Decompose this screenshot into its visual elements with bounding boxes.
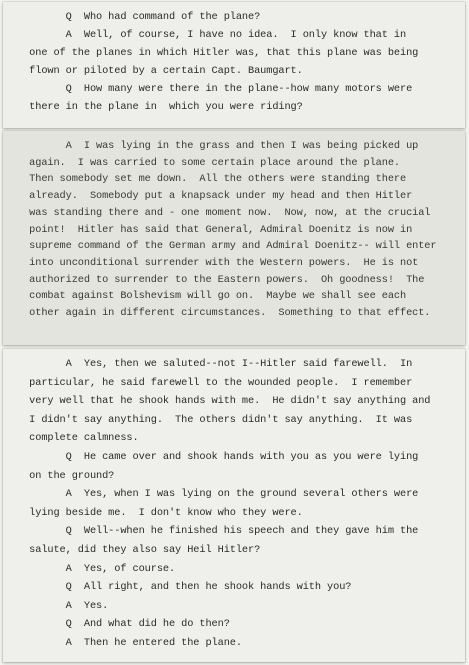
transcript-line: A Yes, then we saluted--not I--Hitler said farewell. In [17,358,413,370]
transcript-line: I didn't say anything. The others didn't say anything. It was [17,413,413,426]
transcript-line: again. I was carried to some certain place around the plane. [17,156,400,169]
transcript-line: A Yes. [17,599,109,612]
transcript-line: Q Who had command of the plane? [17,11,261,23]
transcript-line: Q All right, and then he shook hands with you? [17,581,352,594]
transcript-line: A Yes, when I was lying on the ground several others were [17,488,419,501]
transcript-line: Q Well--when he finished his speech and they gave him the [17,525,419,538]
transcript-page-2 [3,131,465,345]
transcript-line: complete calmness. [17,432,139,445]
transcript-line: on the ground? [17,469,115,482]
transcript-line: lying beside me. I don't know who they were. [17,506,303,519]
transcript-line: one of the planes in which Hitler was, that this plane was being [17,47,419,59]
transcript-line: other again in different circumstances. Something to that effect. [17,307,431,320]
transcript-page-1 [3,2,465,128]
transcript-line: supreme command of the German army and Admiral Doenitz-- will enter [17,240,437,253]
transcript-line: was standing there and - one moment now. Now, now, at the crucial [17,206,431,219]
transcript-line: into unconditional surrender with the Western powers. He is not [17,256,419,269]
transcript-line: combat against Bolshevism will go on. Maybe we shall see each [17,290,407,303]
transcript-line: Q He came over and shook hands with you as you were lying [17,450,419,463]
transcript-line: salute, did they also say Heil Hitler? [17,543,261,556]
transcript-line: Then somebody set me down. All the others were standing there [17,173,407,186]
transcript-line: particular, he said farewell to the wounded people. I remember [17,376,413,389]
transcript-line: already. Somebody put a knapsack under my head and then Hitler [17,190,413,203]
transcript-line: A I was lying in the grass and then I was being picked up [17,140,419,152]
transcript-line: very well that he shook hands with me. He didn't say anything and [17,395,431,408]
transcript-line: Q And what did he do then? [17,618,230,631]
transcript-line: A Yes, of course. [17,562,176,575]
transcript-line: A Then he entered the plane. [17,636,242,649]
transcript-line: A Well, of course, I have no idea. I only know that in [17,29,407,41]
transcript-page-3 [3,349,465,662]
transcript-line: there in the plane in which you were riding? [17,101,303,113]
transcript-line: flown or piloted by a certain Capt. Baumgart. [17,65,303,77]
transcript-line: Q How many were there in the plane--how many motors were [17,83,413,95]
transcript-line: authorized to surrender to the Eastern powers. Oh goodness! The [17,273,425,286]
transcript-line: point! Hitler has said that General, Admiral Doenitz is now in [17,223,413,236]
